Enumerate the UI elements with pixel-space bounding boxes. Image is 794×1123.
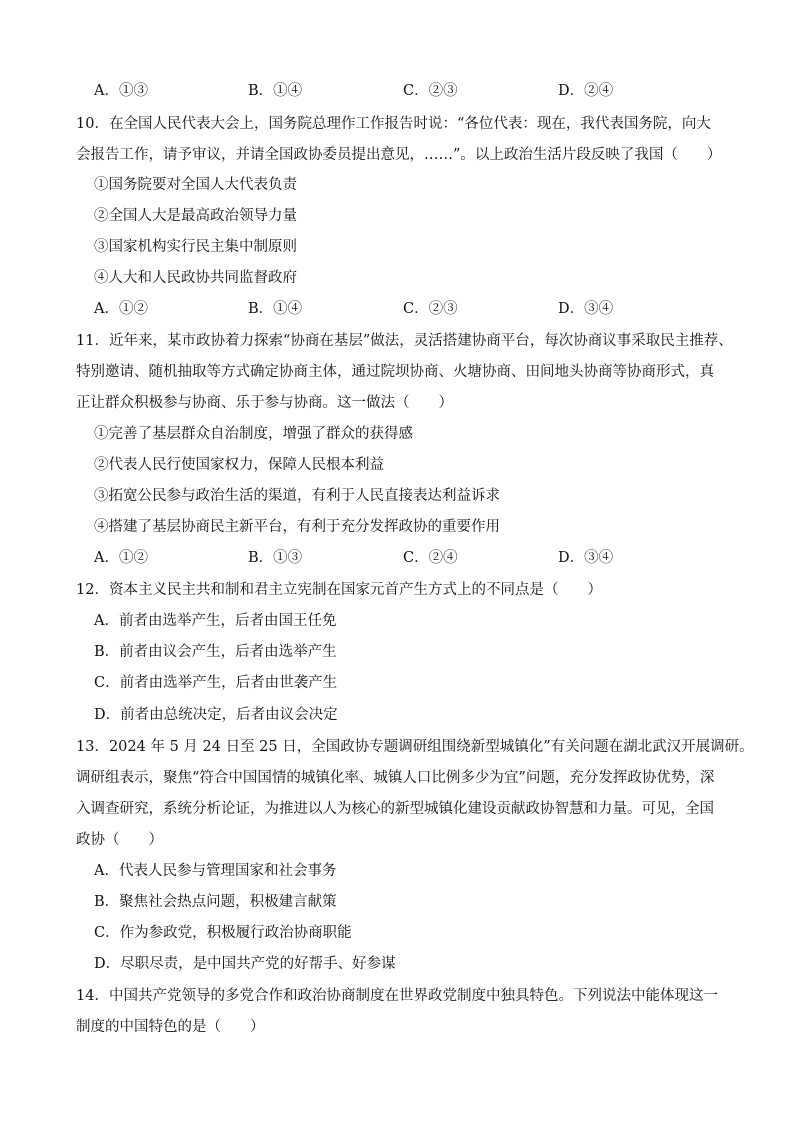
q12-choice-c: C．前者由选举产生，后者由世袭产生 [94, 675, 338, 691]
q9-option-a: A．①③ [94, 83, 148, 99]
q11-statement-3: ③拓宽公民参与政治生活的渠道，有利于人民直接表达利益诉求 [94, 488, 500, 504]
q10-stem-line-2: 会报告工作，请予审议，并请全国政协委员提出意见，……”。以上政治生活片段反映了我国（ ） [76, 147, 722, 163]
q9-option-d: D．②④ [558, 83, 614, 99]
q11-statement-4: ④搭建了基层协商民主新平台，有利于充分发挥政协的重要作用 [94, 519, 500, 535]
q11-stem-line-1: 11．近年来，某市政协着力探索“协商在基层”做法，灵活搭建协商平台，每次协商议事采取民主推荐、 [76, 333, 733, 349]
q10-statement-2: ②全国人大是最高政治领导力量 [94, 208, 297, 224]
q11-option-b: B．①③ [248, 550, 303, 566]
q10-option-d: D．③④ [558, 301, 614, 317]
q11-statement-2: ②代表人民行使国家权力，保障人民根本利益 [94, 457, 384, 473]
q13-stem-line-1: 13．2024 年 5 月 24 日至 25 日，全国政协专题调研组围绕新型城镇化”有关问题在湖北武汉开展调研。 [76, 739, 754, 755]
q13-choice-c: C．作为参政党，积极履行政治协商职能 [94, 925, 352, 941]
q10-option-c: C．②③ [403, 301, 458, 317]
q13-choice-d: D．尽职尽责，是中国共产党的好帮手、好参谋 [94, 956, 396, 972]
q11-option-c: C．②④ [403, 550, 458, 566]
q13-stem-line-3: 入调查研究，系统分析论证，为推进以人为核心的新型城镇化建设贡献政协智慧和力量。可见，全国 [76, 801, 714, 817]
q14-stem-line-2: 制度的中国特色的是（ ） [76, 1019, 265, 1035]
q11-option-d: D．③④ [558, 550, 614, 566]
q12-stem-line-1: 12．资本主义民主共和制和君主立宪制在国家元首产生方式上的不同点是（ ） [76, 582, 602, 598]
q13-stem-line-2: 调研组表示，聚焦“符合中国国情的城镇化率、城镇人口比例多少为宜”问题，充分发挥政协优势，深 [76, 770, 715, 786]
q12-choice-b: B．前者由议会产生，后者由选举产生 [94, 644, 337, 660]
q9-option-b: B．①④ [248, 83, 303, 99]
q11-statement-1: ①完善了基层群众自治制度，增强了群众的获得感 [94, 426, 413, 442]
q10-statement-4: ④人大和人民政协共同监督政府 [94, 270, 297, 286]
q11-stem-line-2: 特别邀请、随机抽取等方式确定协商主体，通过院坝协商、火塘协商、田间地头协商等协商形式，真 [76, 364, 714, 380]
q10-statement-1: ①国务院要对全国人大代表负责 [94, 177, 297, 193]
q13-stem-line-4: 政协（ ） [76, 832, 163, 848]
q13-choice-b: B．聚焦社会热点问题，积极建言献策 [94, 894, 337, 910]
q10-option-a: A．①② [94, 301, 148, 317]
q11-option-a: A．①② [94, 550, 148, 566]
q12-choice-a: A．前者由选举产生，后者由国王任免 [94, 613, 337, 629]
q13-choice-a: A．代表人民参与管理国家和社会事务 [94, 863, 337, 879]
q14-stem-line-1: 14．中国共产党领导的多党合作和政治协商制度在世界政党制度中独具特色。下列说法中能体现这一 [76, 988, 718, 1004]
q10-stem-line-1: 10．在全国人民代表大会上，国务院总理作工作报告时说：“各位代表：现在，我代表国务院，向大 [76, 116, 711, 132]
q10-statement-3: ③国家机构实行民主集中制原则 [94, 239, 297, 255]
q9-option-c: C．②③ [403, 83, 458, 99]
q11-stem-line-3: 正让群众积极参与协商、乐于参与协商。这一做法（ ） [76, 395, 453, 411]
q12-choice-d: D．前者由总统决定，后者由议会决定 [94, 707, 338, 723]
q10-option-b: B．①④ [248, 301, 303, 317]
